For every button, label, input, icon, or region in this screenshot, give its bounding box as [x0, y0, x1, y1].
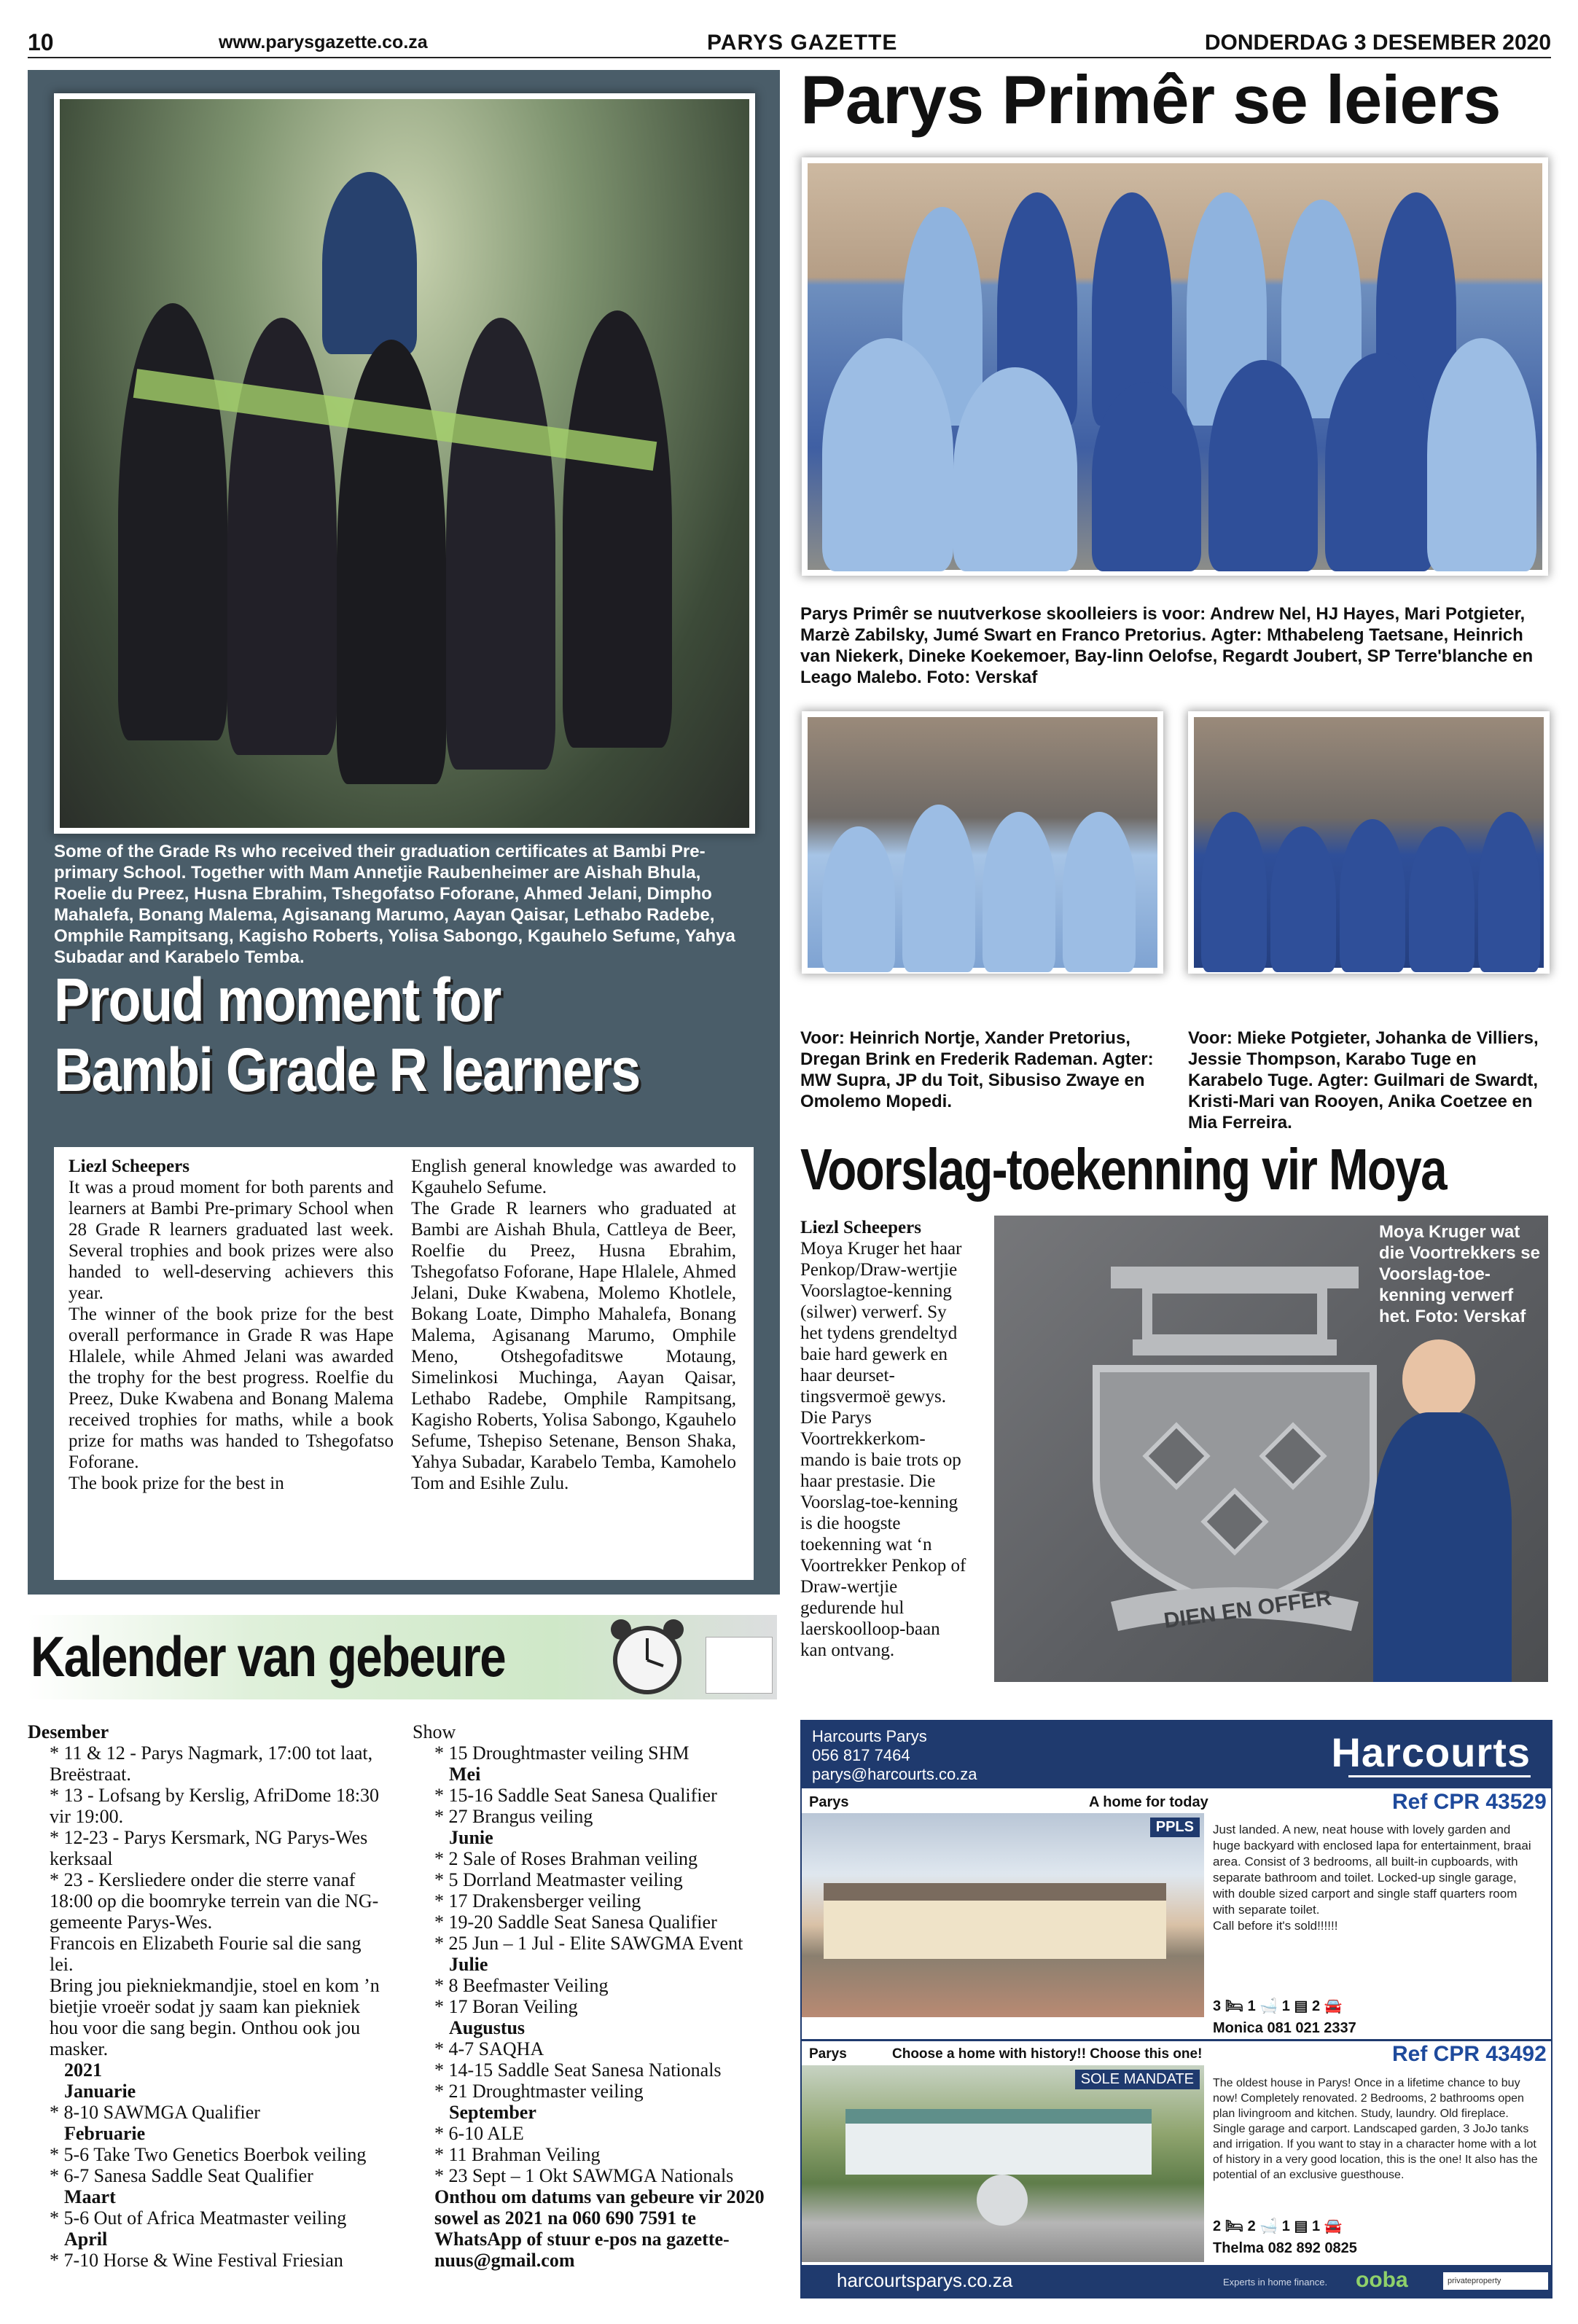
listing2-agent: Thelma 082 892 0825: [1213, 2240, 1357, 2256]
leaders-headline: Parys Primêr se leiers: [800, 61, 1501, 138]
teacher-figure: [322, 172, 417, 354]
calendar-entry: 2021: [64, 2059, 102, 2081]
calendar-entry: * 7-10 Horse & Wine Festival Friesian: [50, 2250, 343, 2271]
calendar-entry: * 15-16 Saddle Seat Sanesa Qualifier: [434, 1785, 717, 1806]
garage-icon: ▤: [1294, 2218, 1308, 2234]
leaders-group-photo: [808, 163, 1542, 570]
calendar-entry: * 23 Sept – 1 Okt SAWMGA Nationals: [434, 2165, 734, 2186]
calendar-title: Kalender van gebeure: [31, 1624, 505, 1689]
bed-icon: 🛏: [1224, 1998, 1244, 2014]
calendar-entry: * 13 - Lofsang by Kerslig, AfriDome 18:30 vir 19:00.: [50, 1785, 384, 1827]
listing1-header: Parys A home for today: [809, 1794, 1208, 1810]
calendar-entry: * 12-23 - Parys Kersmark, NG Parys-Wes kerksaal: [50, 1827, 372, 1869]
ad-phone[interactable]: 056 817 7464: [812, 1746, 910, 1764]
issue-date: DONDERDAG 3 DESEMBER 2020: [1204, 31, 1551, 55]
ad-office-name: Harcourts Parys: [812, 1727, 927, 1745]
calendar-entry: * 11 & 12 - Parys Nagmark, 17:00 tot laat, Breëstraat.: [50, 1742, 378, 1785]
footer-url[interactable]: harcourtsparys.co.za: [837, 2269, 1013, 2291]
calendar-entry: * 5-6 Take Two Genetics Boerbok veiling: [50, 2144, 367, 2165]
calendar-col2: [413, 1721, 777, 2271]
car-icon: 🚘: [1324, 2218, 1343, 2234]
voorslag-headline: Voorslag-toekenning vir Moya: [800, 1137, 1446, 1202]
calendar-entry: Desember: [28, 1721, 109, 1742]
calendar-entry: * 14-15 Saddle Seat Sanesa Nationals: [434, 2059, 722, 2081]
calendar-entry: * 5-6 Out of Africa Meatmaster veiling: [50, 2207, 347, 2229]
calendar-entry: Francois en Elizabeth Fourie sal die sang lei.: [50, 1933, 366, 1975]
voorslag-byline: Liezl Scheepers: [800, 1218, 921, 1237]
calendar-entry: * 15 Droughtmaster veiling SHM: [434, 1742, 690, 1764]
calendar-entry: Maart: [64, 2186, 116, 2207]
girls-caption: Voor: Mieke Potgieter, Johanka de Villiers, Jessie Thompson, Karabo Tuge en Karabelo Tuge. Agter: Guilmari de Swardt, Kristi-Mari van Rooyen, Anika Coetzee en Mia Ferreira.: [1188, 1028, 1539, 1132]
alarm-clock-icon: [596, 1616, 698, 1698]
calendar-entry: * 8-10 SAWMGA Qualifier: [50, 2102, 260, 2123]
bambi-byline: Liezl Scheepers: [69, 1157, 190, 1176]
website-link[interactable]: www.parysgazette.co.za: [219, 32, 428, 52]
calendar-entry: Onthou om datums van gebeure vir 2020 sowel as 2021 na 060 690 7591 te WhatsApp of stuur e-pos na gazette-nuus@gmail.com: [434, 2186, 770, 2271]
listing1-features: 3 🛏 1 🛁 1 ▤ 2 🚘: [1213, 1998, 1343, 2014]
calendar-entry: Augustus: [449, 2017, 526, 2038]
listing2-features: 2 🛏 2 🛁 1 ▤ 1 🚘: [1213, 2218, 1343, 2234]
calendar-entry: * 11 Brahman Veiling: [434, 2144, 601, 2165]
calendar-entry: * 25 Jun – 1 Jul - Elite SAWGMA Event: [434, 1933, 743, 1954]
bambi-body-col2: English general knowledge was awarded to Kgauhelo Sefume. The Grade R learners who graduated at Bambi are Aishah Bhula, Cattleya de Beer, Roelfie du Preez, Husna Ebrahim, Tshegofatso Foforane, Hape Hlalele, Ahmed Jelani, Duke Kwabena, Molemo Khotlele, Bokang Loate, Dimpho Mahalefa, Bonang Malema, Agisanang Marumo, Omphile Meno, Otshegofaditswe Motaung, Simelinkosi Muchinga, Aayan Qaisar, Lethabo Radebe, Omphile Rampitsang, Kagisho Roberts, Yolisa Sabongo, Kgauhelo Sefume, Tshepiso Setenane, Benson Shaka, Yahya Subadar, Karabelo Temba, Kamohelo Tom and Esihle Zulu.: [411, 1157, 736, 1493]
calendar-entry: * 21 Droughtmaster veiling: [434, 2081, 644, 2102]
page-number: 10: [28, 29, 54, 55]
bath-icon: 🛁: [1259, 2218, 1278, 2234]
calendar-entry: Mei: [449, 1764, 481, 1785]
ooba-logo: ooba: [1356, 2268, 1408, 2292]
girls-leaders-photo: [1194, 717, 1544, 968]
calendar-entry: Bring jou piekniekmandjie, stoel en kom ’n bietjie vroeër sodat jy saam kan piekniek hou voor die sang begin. Onthou ook jou masker.: [50, 1975, 385, 2059]
calendar-banner: [28, 1615, 777, 1699]
ad-footer: [802, 2265, 1551, 2297]
calendar-entry: * 17 Boran Veiling: [434, 1996, 578, 2017]
garage-icon: ▤: [1294, 1998, 1308, 2014]
bambi-photo-caption: Some of the Grade Rs who received their graduation certificates at Bambi Pre-primary School. Together with Mam Annetjie Raubenheimer are Aishah Bhula, Roelie du Preez, Husna Ebrahim, Tshegofatso Foforane, Ahmed Jelani, Dimpho Mahalefa, Bonang Malema, Agisanang Marumo, Aayan Qaisar, Lethabo Radebe, Omphile Rampitsang, Kagisho Roberts, Yolisa Sabongo, Kgauhelo Sefume, Yahya Subadar and Karabelo Temba.: [54, 842, 735, 967]
calendar-entry: * 6-7 Sanesa Saddle Seat Qualifier: [50, 2165, 313, 2186]
calendar-entry: * 23 - Kersliedere onder die sterre vanaf 18:00 op die boomryke terrein van die NG-gemeente Parys-Wes.: [50, 1869, 379, 1933]
privateproperty-logo: privateproperty: [1443, 2272, 1548, 2290]
listing2-header: Parys Choose a home with history!! Choose this one!: [809, 2046, 1203, 2062]
emblem-motto: DIEN EN OFFER: [1162, 1586, 1333, 1633]
calendar-entry: * 4-7 SAQHA: [434, 2038, 544, 2059]
harcourts-logo: Harcourts: [1331, 1729, 1531, 1775]
boys-leaders-photo: [808, 717, 1157, 968]
voortrekker-emblem-icon: [1082, 1259, 1388, 1638]
boys-caption: Voor: Heinrich Nortje, Xander Pretorius, Dregan Brink en Frederik Rademan. Agter: MW Supra, JP du Toit, Sibusiso Zwaye en Omolemo Mopedi.: [800, 1028, 1154, 1111]
calendar-entry: Show: [413, 1721, 456, 1742]
moya-photo-caption: Moya Kruger wat die Voortrekkers se Voorslag-toe-kenning verwerf het. Foto: Verskaf: [1379, 1222, 1541, 1326]
bambi-panel: [28, 70, 780, 1595]
paper-name: PARYS GAZETTE: [707, 31, 898, 55]
moya-figure: [1373, 1412, 1512, 1682]
bambi-graduation-photo: [60, 99, 749, 828]
calendar-entry: * 2 Sale of Roses Brahman veiling: [434, 1848, 698, 1869]
calendar-entry: Februarie: [64, 2123, 146, 2144]
calendar-entry: September: [449, 2102, 536, 2123]
leaders-caption: Parys Primêr se nuutverkose skoolleiers is voor: Andrew Nel, HJ Hayes, Mari Potgieter, Marzè Zabilsky, Jumé Swart en Franco Pretorius. Agter: Mthabeleng Taetsane, Heinrich van Niekerk, Dineke Koekemoer, Bay-linn Oelofse, Regardt Joubert, SP Terre'blanche en Leago Malebo. Foto: Verskaf: [800, 604, 1534, 687]
calendar-entry: * 5 Dorrland Meatmaster veiling: [434, 1869, 683, 1890]
calendar-entry: * 27 Brangus veiling: [434, 1806, 593, 1827]
listing2-ref: Ref CPR 43492: [1392, 2042, 1547, 2066]
ad-email[interactable]: parys@harcourts.co.za: [812, 1765, 977, 1783]
ad-header: [802, 1721, 1551, 1788]
listing1-description: Just landed. A new, neat house with lovely garden and huge backyard with enclosed lapa for entertainment, braai area. Consist of 3 bedrooms, all built-in cupboards, with separate bathroom and toilet. Locked-up single garage, with double sized carport and single staff quarters room with separate toilet. Call before it's sold!!!!!!: [1213, 1823, 1531, 1933]
calendar-page-icon: [706, 1637, 773, 1694]
footer-tagline: Experts in home finance.: [1223, 2277, 1328, 2288]
listing1-ref: Ref CPR 43529: [1392, 1790, 1547, 1814]
listing2-badge: SOLE MANDATE: [1075, 2070, 1200, 2089]
listing1-photo: [802, 1813, 1204, 2017]
calendar-entry: April: [64, 2229, 108, 2250]
bath-icon: 🛁: [1259, 1998, 1278, 2014]
car-icon: 🚘: [1324, 1998, 1343, 2014]
listing1-badge: PPLS: [1150, 1818, 1200, 1837]
harcourts-ad: [800, 1720, 1552, 2298]
bambi-article: [54, 1147, 754, 1580]
calendar-entry: * 17 Drakensberger veiling: [434, 1890, 641, 1912]
masthead: [28, 28, 1551, 58]
moya-photo: [994, 1216, 1548, 1682]
calendar-entry: * 8 Beefmaster Veiling: [434, 1975, 609, 1996]
calendar-entry: Januarie: [64, 2081, 136, 2102]
listing2-photo: [802, 2065, 1204, 2262]
bambi-body-col1: It was a proud moment for both parents and learners at Bambi Pre-primary School when 28 Grade R learners graduated last week. Several trophies and book prizes were also handed to well-deserving achievers this year. The winner of the book prize for the best overall performance in Grade R was Hape Hlalele, while Ahmed Jelani was awarded the trophy for the best progress. Roelfie du Preez, Duke Kwabena and Bonang Malema received trophies for maths, while a book prize for maths was handed to Tshegofatso Foforane. The book prize for the best in: [69, 1178, 394, 1493]
calendar-entry: Junie: [449, 1827, 493, 1848]
voorslag-article: [800, 1217, 966, 1661]
listing1-agent: Monica 081 021 2337: [1213, 2020, 1356, 2036]
bambi-headline: Proud moment for Bambi Grade R learners: [54, 966, 640, 1104]
listing2-description: The oldest house in Parys! Once in a lifetime chance to buy now! Completely renovated. 2 Bedrooms, 2 bathrooms open plan livingroom and kitchen. Study, laundry. Old fireplace. Single garage and carport. Landscaped garden, 3 JoJo tanks and irrigation. If you want to stay in a character home with a lot of history in a very good location, this is the one! It also has the potential of an exclusive guesthouse.: [1213, 2077, 1538, 2181]
bed-icon: 🛏: [1224, 2218, 1244, 2234]
calendar-col1: [28, 1721, 386, 2271]
calendar-entry: Julie: [449, 1954, 488, 1975]
calendar-entry: * 19-20 Saddle Seat Sanesa Qualifier: [434, 1912, 717, 1933]
voorslag-body: Moya Kruger het haar Penkop/Draw-wertjie Voorslagtoe-kenning (silwer) verwerf. Sy het tydens grendeltyd baie hard gewerk en haar deurset-tingsvermoë gewys. Die Parys Voortrekkerkom-mando is baie trots op haar prestasie. Die Voorslag-toe-kenning is die hoogste toekenning wat ‘n Voortrekker Penkop of Draw-wertjie gedurende hul laerskoolloop-baan kan ontvang.: [800, 1239, 966, 1660]
calendar-entry: * 6-10 ALE: [434, 2123, 524, 2144]
